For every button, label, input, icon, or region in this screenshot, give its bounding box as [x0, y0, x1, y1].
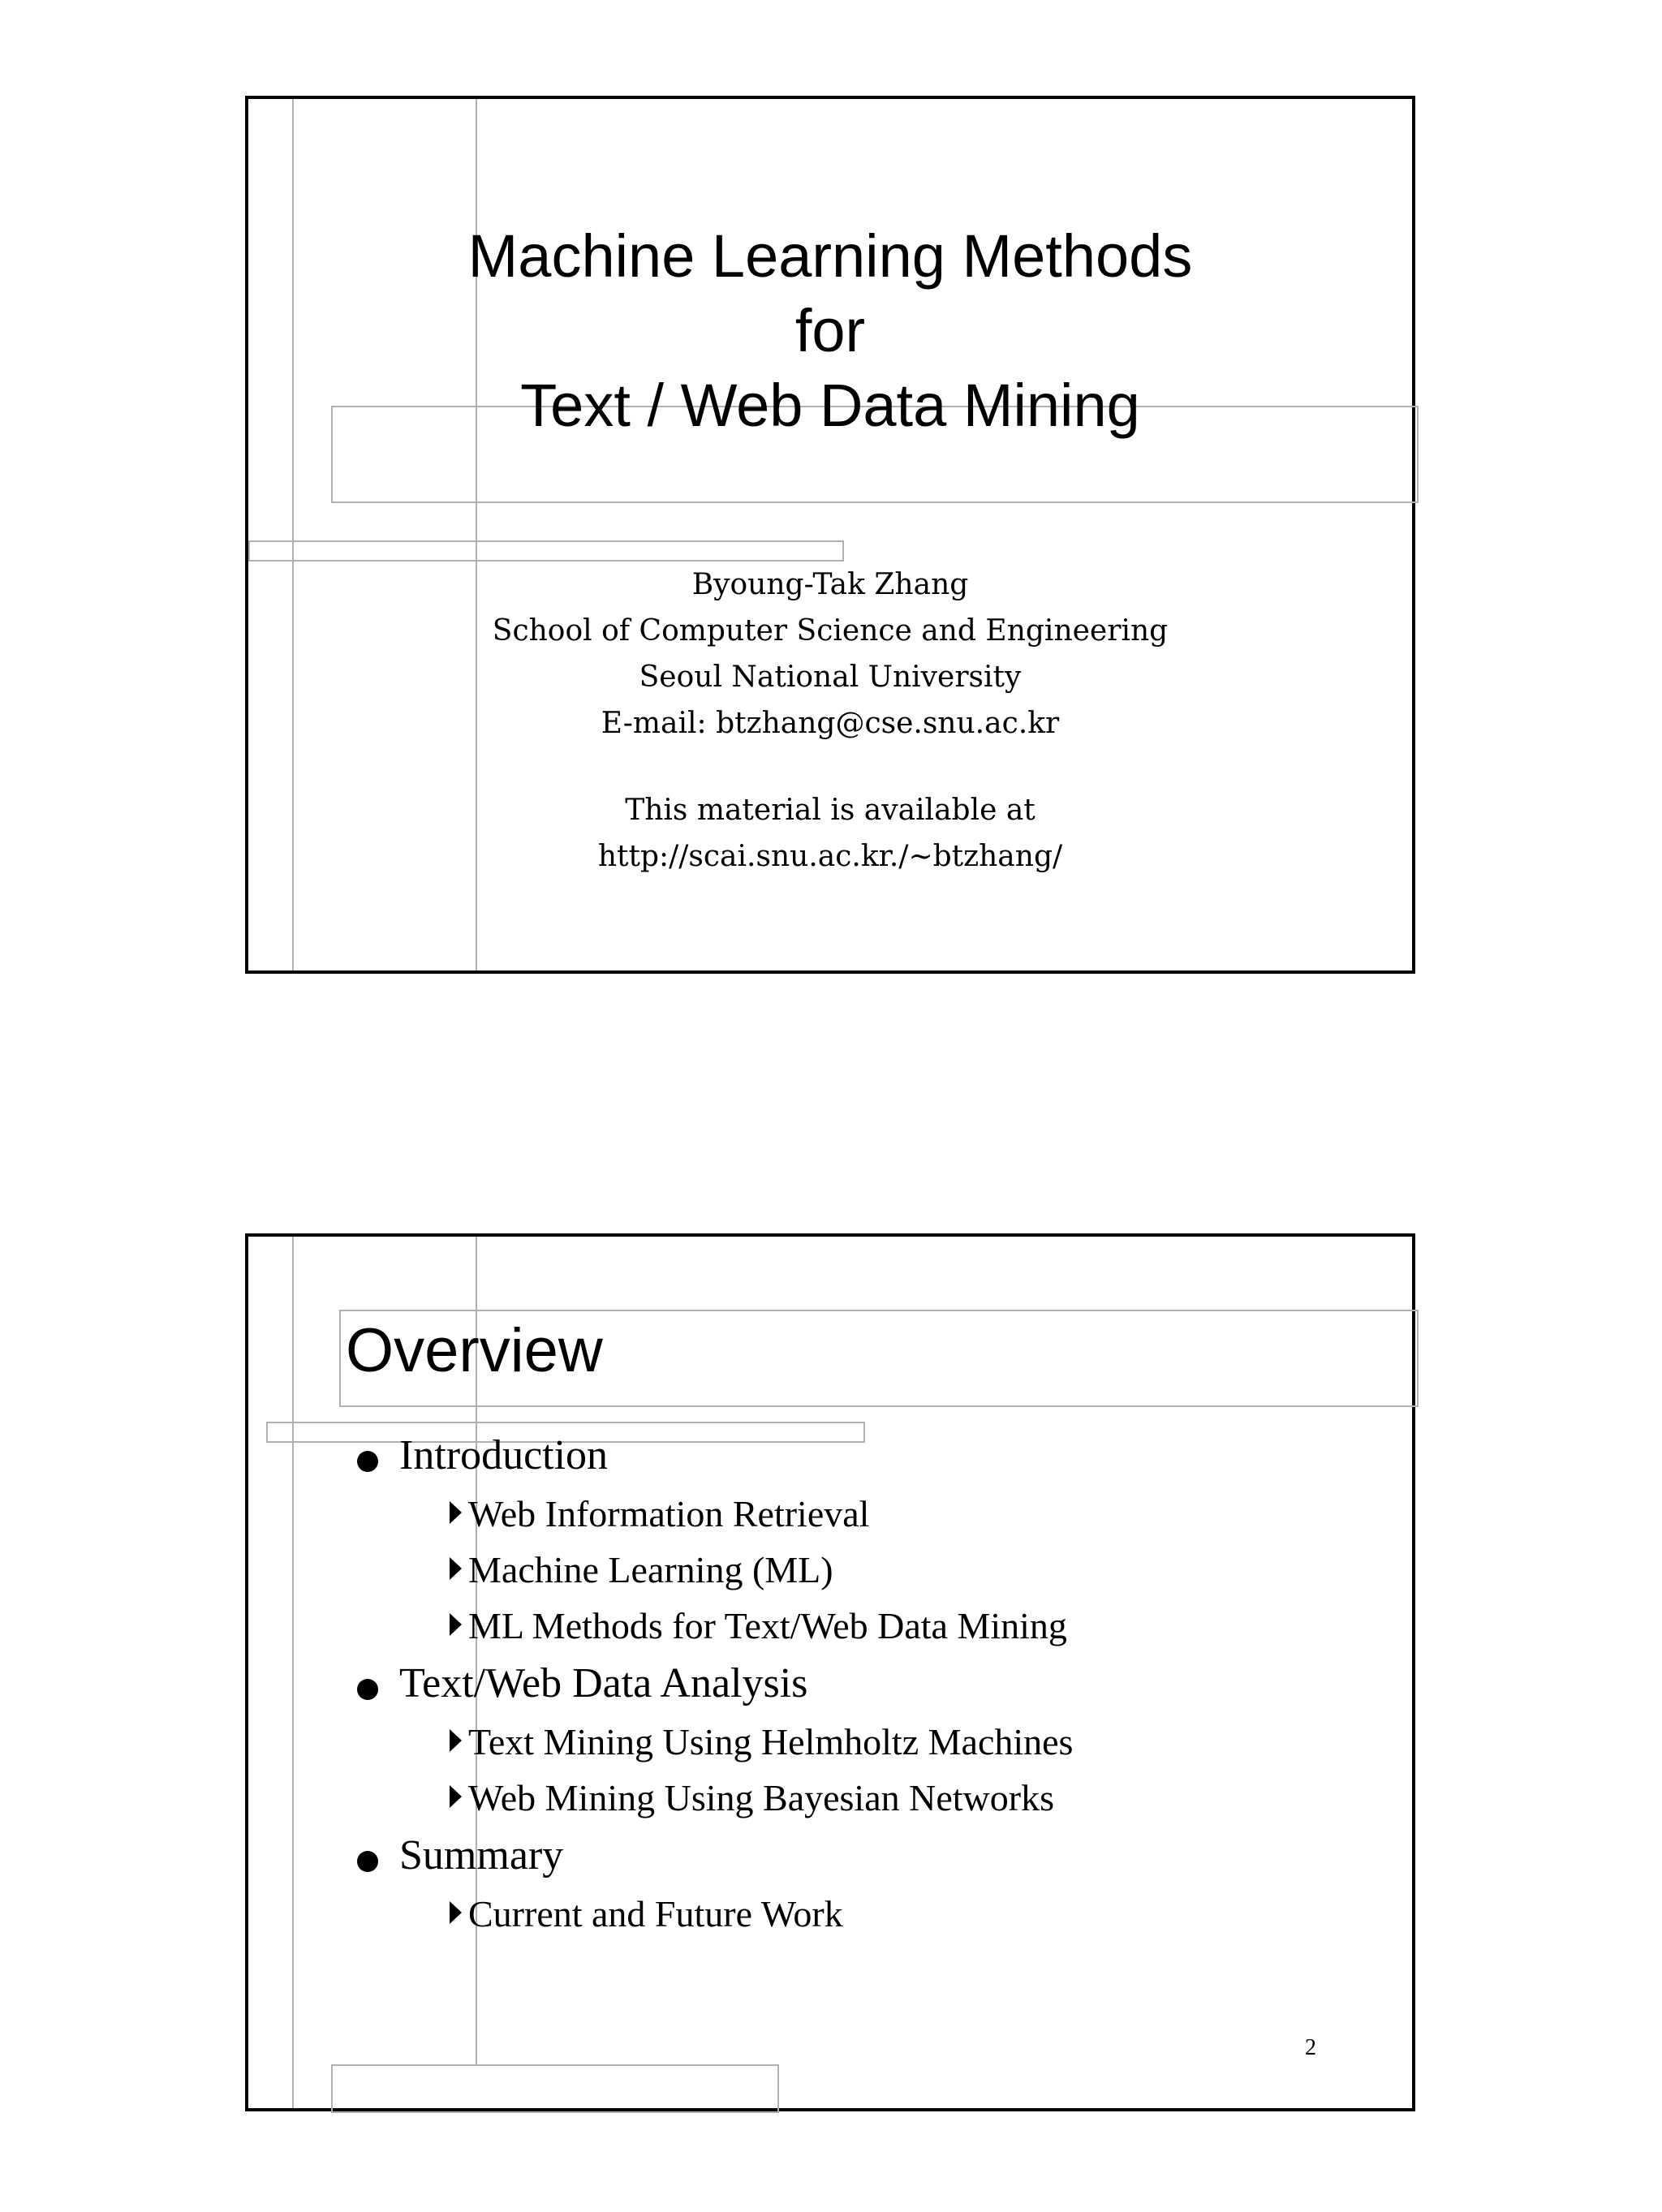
email-text: E-mail: btzhang@cse.snu.ac.kr — [601, 707, 1060, 740]
material-url: http://scai.snu.ac.kr./~btzhang/ — [597, 840, 1063, 873]
list-subitem: Text Mining Using Helmholtz Machines — [352, 1719, 1326, 1775]
overview-slide — [245, 1233, 1415, 2111]
list-subitem: Current and Future Work — [352, 1891, 1326, 1947]
triangle-bullet-icon — [450, 1613, 462, 1636]
bullet-icon — [357, 1451, 378, 1472]
list-subitem: Web Information Retrieval — [352, 1491, 1326, 1547]
triangle-bullet-icon — [450, 1785, 462, 1808]
decor-vline — [292, 1237, 294, 2108]
list-item: Text/Web Data Analysis — [352, 1659, 1326, 1719]
title-line: for — [794, 297, 866, 364]
list-subitem: ML Methods for Text/Web Data Mining — [352, 1603, 1326, 1659]
triangle-bullet-icon — [450, 1901, 462, 1924]
list-subitem: Machine Learning (ML) — [352, 1547, 1326, 1603]
overview-list — [352, 1431, 1326, 1947]
list-subitem: Web Mining Using Bayesian Networks — [352, 1775, 1326, 1831]
list-item: Summary — [352, 1831, 1326, 1891]
triangle-bullet-icon — [450, 1501, 462, 1524]
title-line: Machine Learning Methods — [467, 222, 1193, 290]
author-name: Byoung-Tak Zhang — [691, 568, 969, 601]
availability-text: This material is available at — [625, 794, 1036, 827]
bullet-icon — [357, 1851, 378, 1872]
list-item: Introduction — [352, 1431, 1326, 1491]
decor-bar — [248, 540, 844, 562]
bullet-icon — [357, 1679, 378, 1700]
school-name: School of Computer Science and Engineering — [492, 614, 1169, 648]
decor-bottom-box — [331, 2064, 779, 2113]
slide-title — [248, 219, 1412, 443]
triangle-bullet-icon — [450, 1557, 462, 1580]
triangle-bullet-icon — [450, 1729, 462, 1752]
page-number: 2 — [1305, 2035, 1316, 2060]
title-slide — [245, 96, 1415, 974]
university-name: Seoul National University — [639, 661, 1022, 694]
slide-title: Overview — [346, 1316, 603, 1385]
author-info — [248, 562, 1412, 880]
title-line: Text / Web Data Mining — [520, 372, 1140, 439]
